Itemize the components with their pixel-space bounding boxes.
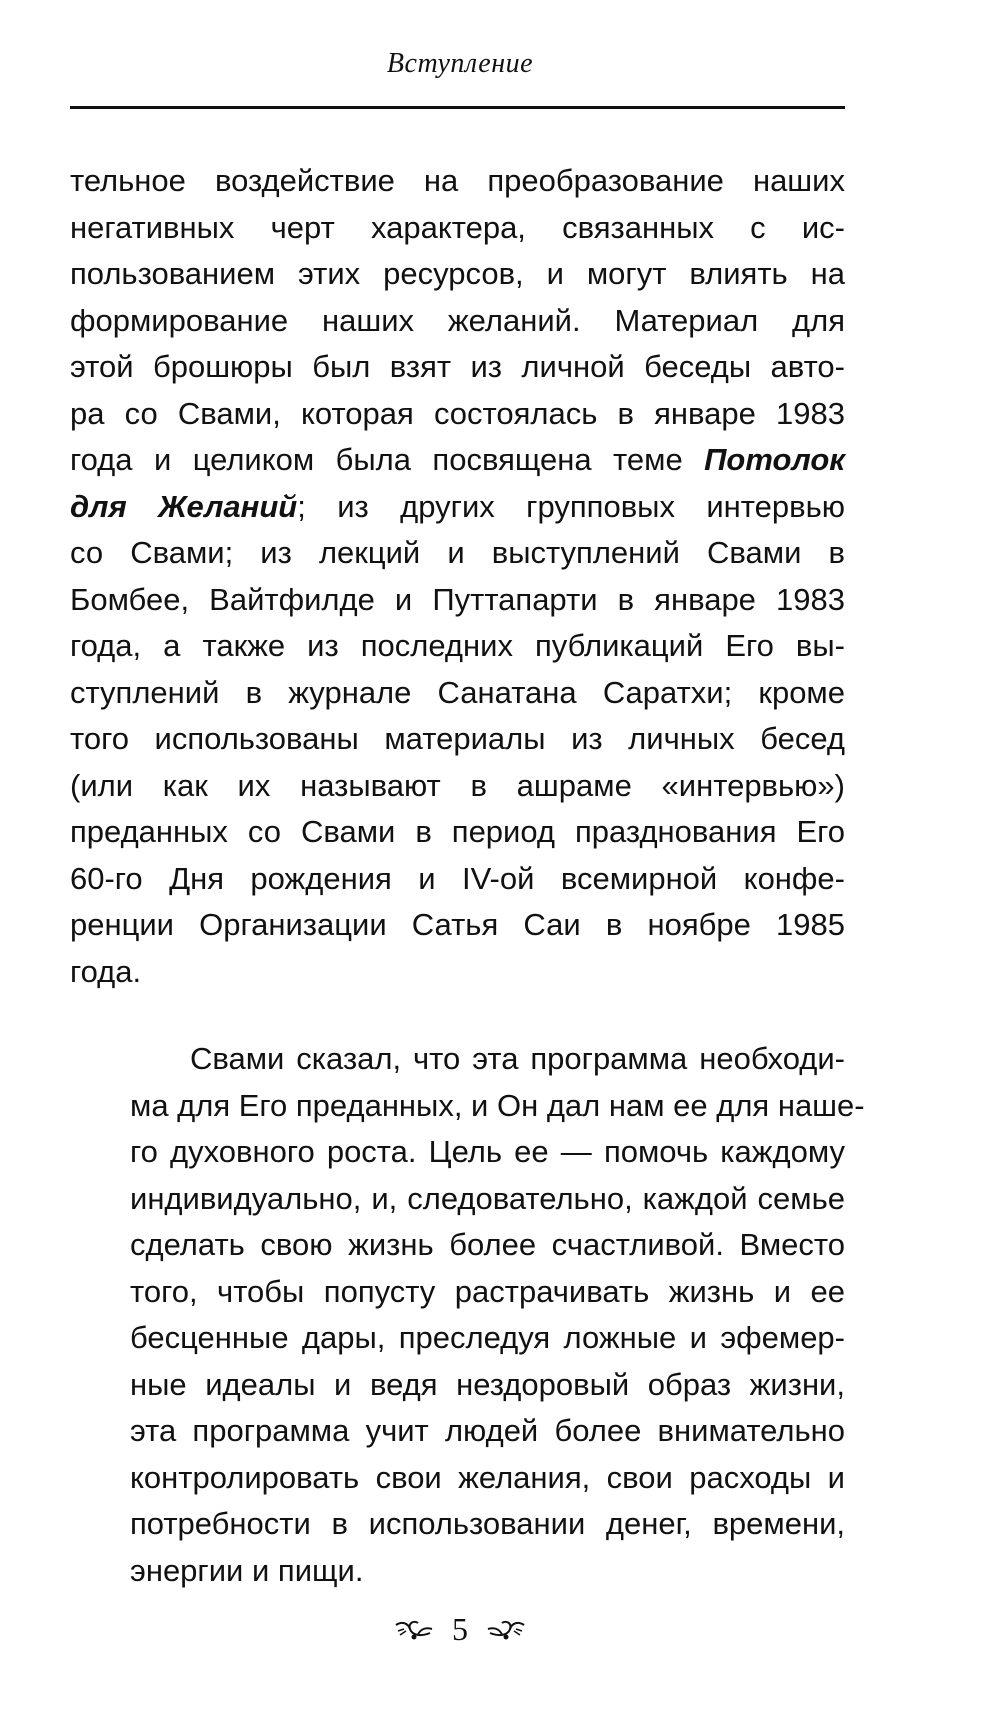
text-line: энергии и пищи. [130, 1552, 364, 1588]
body-text [70, 158, 865, 1594]
text-line: того, чтобы попусту растрачивать жизнь и ее [130, 1273, 845, 1309]
text-line: 60-го Дня рождения и IV-ой всемирной конфе- [70, 860, 845, 896]
text-line: Бомбее, Вайтфилде и Путтапарти в январе 1983 [70, 581, 845, 617]
header-rule [70, 106, 845, 109]
text-line-with-emphasis [70, 484, 845, 531]
text-line: ступлений в журнале Санатана Саратхи; кроме [70, 674, 845, 710]
text-line: года. [70, 953, 142, 989]
floral-ornament-right-icon [484, 1617, 528, 1643]
text-line: индивидуально, и, следовательно, каждой семье [130, 1180, 845, 1216]
text-line: го духовного роста. Цель ее — помочь каждому [130, 1134, 845, 1169]
page-number: 5 [452, 1611, 468, 1647]
text-line-with-emphasis [70, 437, 845, 484]
emphasized-title: для Желаний [70, 488, 298, 524]
text-line: этой брошюры был взят из личной беседы авто- [70, 349, 845, 384]
text-line: года, а также из последних публикаций Его вы- [70, 628, 845, 663]
text-line: преданных со Свами в период празднования Его [70, 814, 845, 849]
text-line: ренции Организации Сатья Саи в ноябре 1985 [70, 907, 845, 942]
text-line: эта программа учит людей более внимательно [130, 1413, 845, 1448]
text-line: того использованы материалы из личных бесед [70, 721, 845, 756]
text-line: негативных черт характера, связанных с ис- [70, 209, 845, 245]
text-line: Свами сказал, что эта программа необходи- [190, 1041, 845, 1076]
text-line: пользованием этих ресурсов, и могут влиять на [70, 256, 845, 291]
text-line: ра со Свами, которая состоялась в январе 1983 [70, 395, 845, 431]
text-line: бесценные дары, преследуя ложные и эфемер- [130, 1320, 845, 1355]
text-line: контролировать свои желания, свои расходы и [130, 1459, 845, 1495]
page-footer [0, 1611, 920, 1648]
text-line: ные идеалы и ведя нездоровый образ жизни, [130, 1366, 845, 1402]
floral-ornament-left-icon [392, 1617, 436, 1643]
text-line: сделать свою жизнь более счастливой. Вместо [130, 1227, 845, 1262]
running-head: Вступление [386, 48, 534, 79]
emphasized-title: Потолок [704, 442, 845, 477]
text-line: со Свами; из лекций и выступлений Свами в [70, 535, 845, 570]
text-line: формирование наших желаний. Материал для [70, 302, 845, 338]
text-line: потребности в использовании денег, времени, [130, 1506, 845, 1541]
text-segment: года и целиком была посвящена теме [70, 442, 683, 477]
text-line: тельное воздействие на преобразование наших [70, 163, 845, 198]
text-segment: ; из других групповых интервью [297, 488, 845, 524]
paragraph-2 [70, 1036, 865, 1594]
text-line: (или как их называют в ашраме «интервью») [70, 767, 845, 803]
text-line: ма для Его преданных, и Он дал нам ее для наше- [130, 1087, 865, 1123]
paragraph-1 [70, 158, 845, 995]
